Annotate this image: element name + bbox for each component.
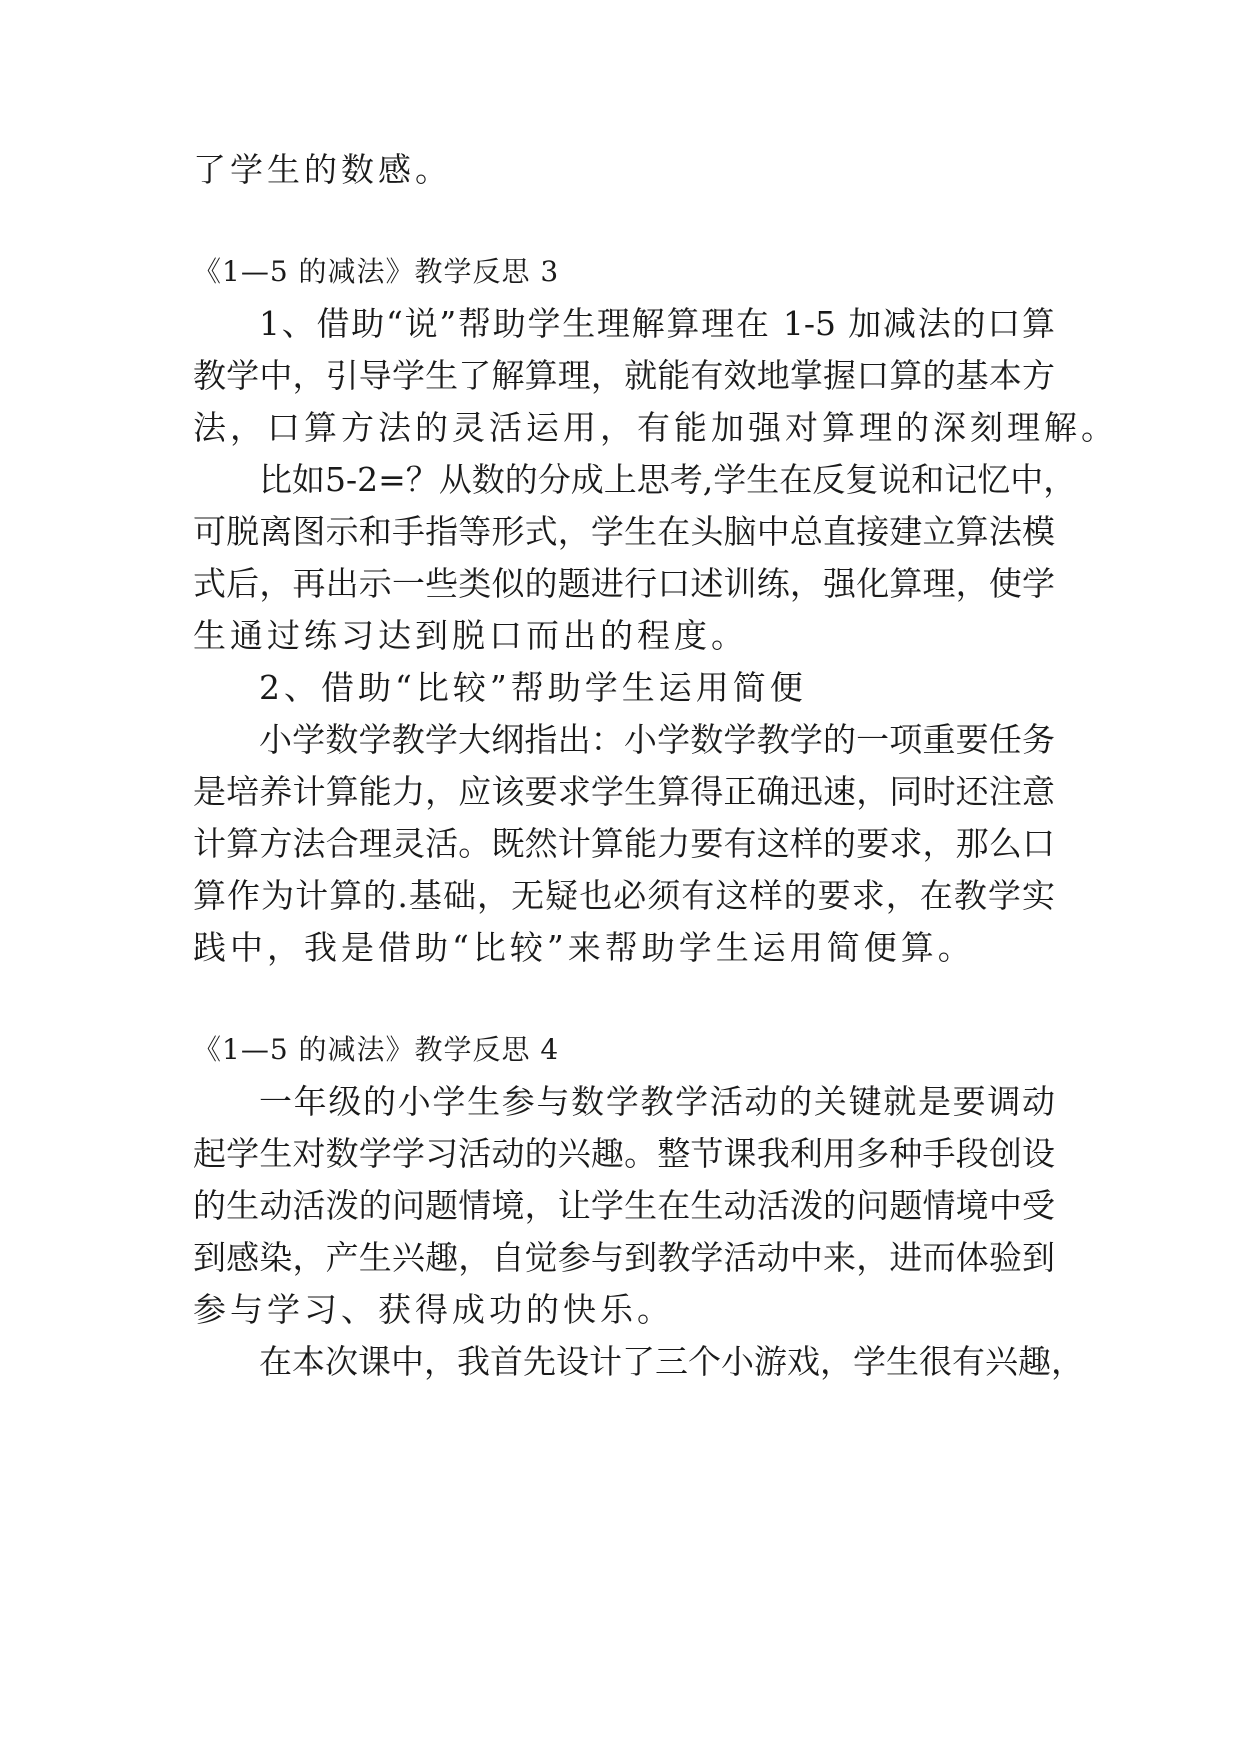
section-heading-4: 《1—5 的减法》教学反思 4: [193, 1033, 560, 1066]
paragraph-line: 比如5-2=？从数的分成上思考,学生在反复说和记忆中，: [259, 460, 1077, 499]
paragraph-line: 到感染，产生兴趣，自觉参与到教学活动中来，进而体验到: [193, 1238, 1055, 1277]
paragraph-line: 践中，我是借助“比较”来帮助学生运用简便算。: [193, 928, 975, 967]
paragraph-line: 是培养计算能力，应该要求学生算得正确迅速，同时还注意: [193, 772, 1055, 811]
paragraph-line: 可脱离图示和手指等形式，学生在头脑中总直接建立算法模: [193, 512, 1055, 551]
section-heading-3: 《1—5 的减法》教学反思 3: [193, 255, 560, 288]
paragraph-line: 法，口算方法的灵活运用，有能加强对算理的深刻理解。: [193, 408, 1118, 447]
paragraph-line: 式后，再出示一些类似的题进行口述训练，强化算理，使学: [193, 564, 1055, 603]
paragraph-line: 参与学习、获得成功的快乐。: [193, 1290, 674, 1329]
paragraph-line: 一年级的小学生参与数学教学活动的关键就是要调动: [259, 1082, 1055, 1121]
paragraph-line: 在本次课中，我首先设计了三个小游戏，学生很有兴趣，: [259, 1342, 1084, 1381]
paragraph-line: 生通过练习达到脱口而出的程度。: [193, 616, 748, 655]
paragraph-line: 的生动活泼的问题情境，让学生在生动活泼的问题情境中受: [193, 1186, 1055, 1225]
paragraph-line: 算作为计算的.基础，无疑也必须有这样的要求，在教学实: [193, 876, 1055, 915]
paragraph-line: 2、借助“比较”帮助学生运用简便: [259, 668, 807, 707]
paragraph-line: 教学中，引导学生了解算理，就能有效地掌握口算的基本方: [193, 356, 1055, 395]
paragraph-line: 了学生的数感。: [193, 150, 452, 189]
paragraph-line: 小学数学教学大纲指出：小学数学教学的一项重要任务: [259, 720, 1055, 759]
paragraph-line: 起学生对数学学习活动的兴趣。整节课我利用多种手段创设: [193, 1134, 1055, 1173]
paragraph-line: 1、借助“说”帮助学生理解算理在 1-5 加减法的口算: [259, 304, 1055, 343]
paragraph-line: 计算方法合理灵活。既然计算能力要有这样的要求，那么口: [193, 824, 1055, 863]
